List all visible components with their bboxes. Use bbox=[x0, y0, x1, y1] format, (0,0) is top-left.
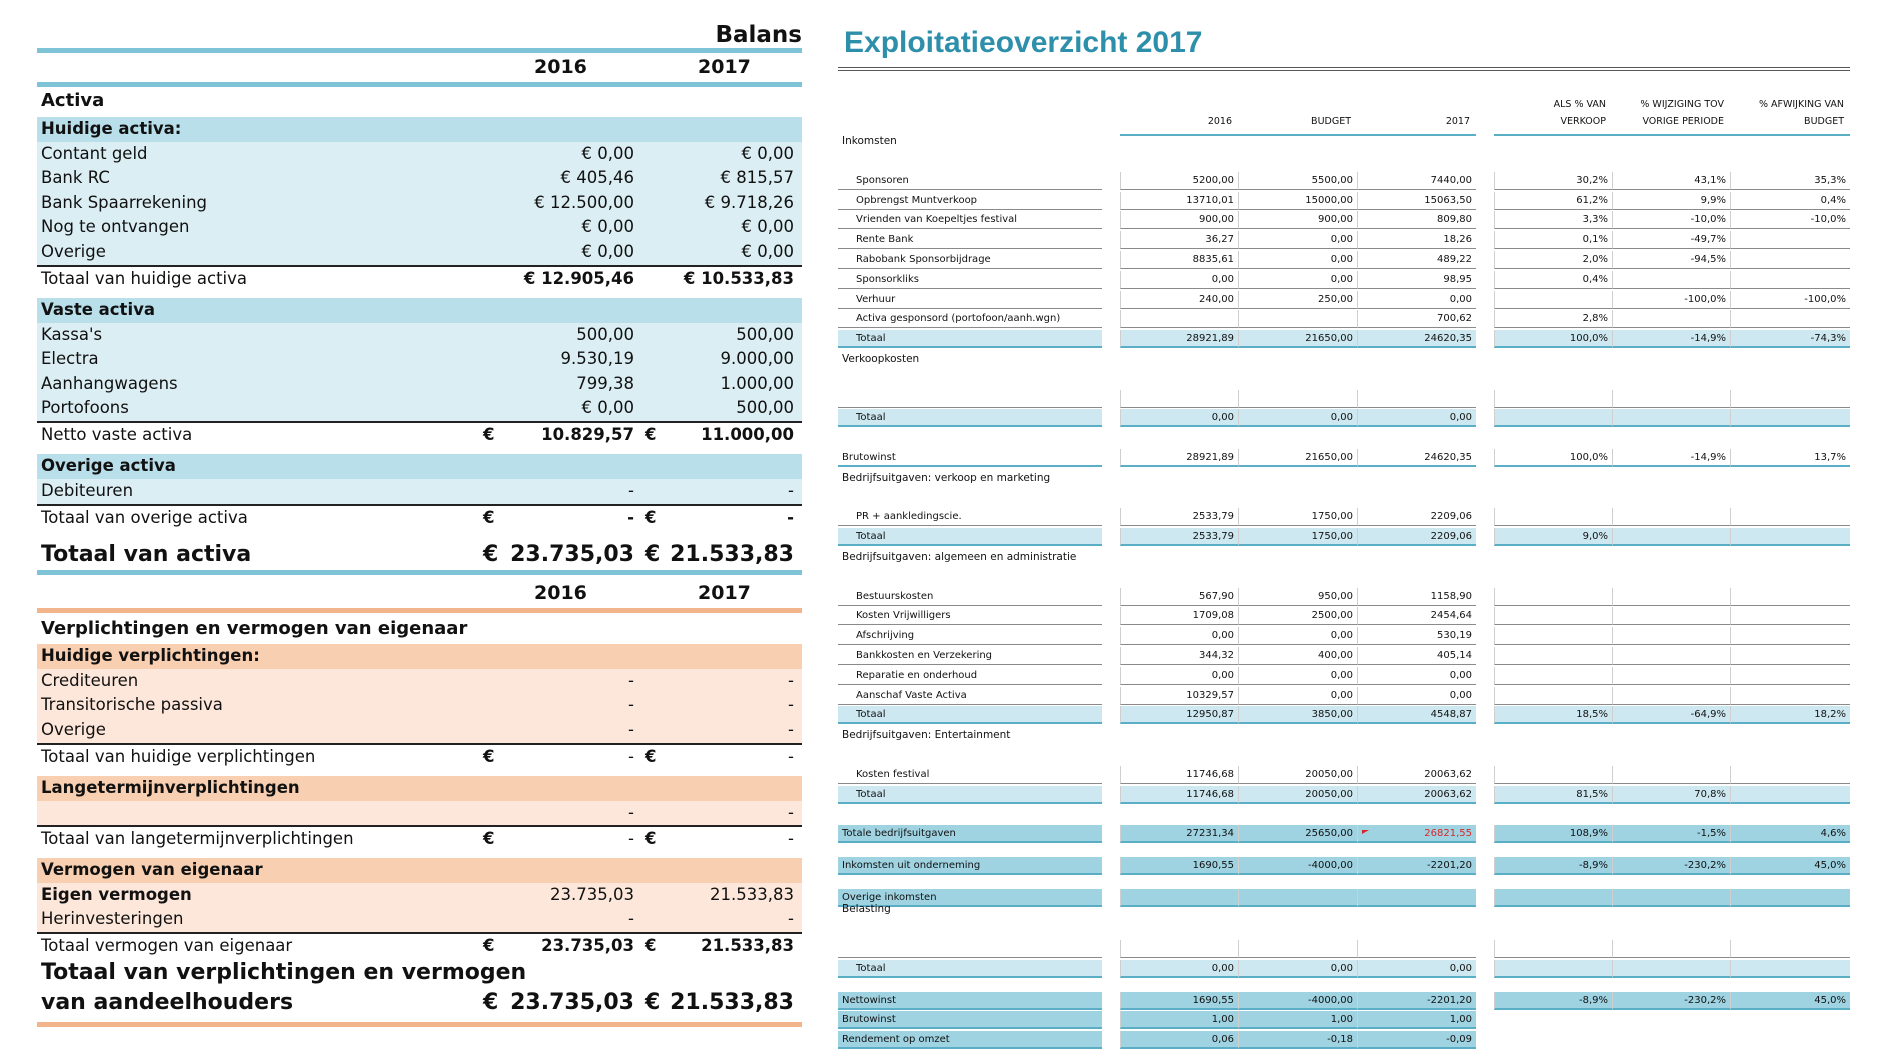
cell-value: 900,00 bbox=[1120, 211, 1238, 229]
row-label: Totaal bbox=[838, 706, 1102, 724]
cell-value: 81,5% bbox=[1494, 786, 1612, 804]
cell-value: 70,8% bbox=[1612, 786, 1730, 804]
cell-value: 27231,34 bbox=[1120, 825, 1238, 843]
cell-value: 2,8% bbox=[1494, 310, 1612, 328]
cell-value: 21650,00 bbox=[1238, 330, 1357, 348]
cell-value: 11746,68 bbox=[1120, 766, 1238, 784]
cell-value: 28921,89 bbox=[1120, 330, 1238, 348]
cell-value: 8835,61 bbox=[1120, 251, 1238, 269]
cell-value: 20063,62 bbox=[1357, 766, 1476, 784]
cell-value: 489,22 bbox=[1357, 251, 1476, 269]
cell-value bbox=[1612, 508, 1730, 526]
vaste-activa-heading: Vaste activa bbox=[37, 298, 802, 323]
row-label: Reparatie en onderhoud bbox=[838, 667, 1102, 685]
cell-value: 1158,90 bbox=[1357, 588, 1476, 606]
cell-value: -2201,20 bbox=[1357, 857, 1476, 875]
row-label: PR + aankledingscie. bbox=[838, 508, 1102, 526]
cell-value: 15063,50 bbox=[1357, 192, 1476, 210]
cell-value: 2500,00 bbox=[1238, 607, 1357, 625]
cell-value bbox=[1357, 940, 1476, 958]
cell-value: 1750,00 bbox=[1238, 508, 1357, 526]
cell-value: 15000,00 bbox=[1238, 192, 1357, 210]
cell-value: 344,32 bbox=[1120, 647, 1238, 665]
totaal-verplichtingen-row: Totaal van verplichtingen en vermogen van aandeelhouders € 23.735,03 € 21.533,83 bbox=[41, 960, 794, 1015]
table-row: Eigen vermogen 23.735,03 21.533,83 bbox=[37, 883, 802, 908]
cell-value: 567,90 bbox=[1120, 588, 1238, 606]
cell-value: 12950,87 bbox=[1120, 706, 1238, 724]
cell-value: 0,00 bbox=[1238, 627, 1357, 645]
cell-value bbox=[1730, 786, 1850, 804]
table-row: Contant geld € 0,00 € 0,00 bbox=[37, 142, 802, 167]
cell-value: -64,9% bbox=[1612, 706, 1730, 724]
cell-value bbox=[1612, 766, 1730, 784]
cell-value: 0,00 bbox=[1120, 409, 1238, 427]
cell-value: 45,0% bbox=[1730, 857, 1850, 875]
cell-value: -230,2% bbox=[1612, 857, 1730, 875]
cell-value bbox=[1730, 390, 1850, 408]
table-row: Crediteuren - - bbox=[37, 669, 802, 694]
row-label: Totaal bbox=[838, 409, 1102, 427]
cell-value bbox=[1238, 310, 1357, 328]
activa-bottom-rule bbox=[37, 570, 802, 575]
cell-value bbox=[1730, 310, 1850, 328]
cell-value: -10,0% bbox=[1612, 211, 1730, 229]
cell-value bbox=[1494, 409, 1612, 427]
cell-value: 0,00 bbox=[1120, 627, 1238, 645]
cell-value: 3850,00 bbox=[1238, 706, 1357, 724]
cell-value bbox=[1730, 1031, 1850, 1049]
cell-value: 2209,06 bbox=[1357, 528, 1476, 546]
row-label: Totaal bbox=[838, 786, 1102, 804]
table-row: Bank Spaarrekening € 12.500,00 € 9.718,26 bbox=[37, 191, 802, 216]
table-row: Electra 9.530,19 9.000,00 bbox=[37, 347, 802, 372]
cell-value: 9,9% bbox=[1612, 192, 1730, 210]
cell-value: 9,0% bbox=[1494, 528, 1612, 546]
cell-value: 21650,00 bbox=[1238, 449, 1357, 467]
cell-value: 1,00 bbox=[1357, 1011, 1476, 1029]
cell-value: 1750,00 bbox=[1238, 528, 1357, 546]
cell-value bbox=[1612, 889, 1730, 907]
cell-value bbox=[1612, 627, 1730, 645]
cell-value: 5200,00 bbox=[1120, 172, 1238, 190]
cell-value: 11746,68 bbox=[1120, 786, 1238, 804]
total-langetermijn-row: Totaal van langetermijnverplichtingen € - € - bbox=[37, 825, 802, 852]
huidige-verplichtingen-heading: Huidige verplichtingen: bbox=[37, 644, 802, 669]
cell-value: -8,9% bbox=[1494, 992, 1612, 1010]
table-row: - - bbox=[37, 801, 802, 826]
section-heading: Inkomsten bbox=[842, 135, 897, 147]
table-row: Debiteuren - - bbox=[37, 479, 802, 504]
cell-value: 28921,89 bbox=[1120, 449, 1238, 467]
table-row: Aanhangwagens 799,38 1.000,00 bbox=[37, 372, 802, 397]
cell-value: 18,5% bbox=[1494, 706, 1612, 724]
cell-value bbox=[1494, 508, 1612, 526]
cell-value bbox=[1494, 667, 1612, 685]
table-row: Transitorische passiva - - bbox=[37, 693, 802, 718]
column-header-pct-verkoop: ALS % VAN VERKOOP bbox=[1494, 86, 1612, 136]
cell-value: 24620,35 bbox=[1357, 449, 1476, 467]
cell-value bbox=[1238, 889, 1357, 907]
row-label: Opbrengst Muntverkoop bbox=[838, 192, 1102, 210]
cell-value bbox=[1730, 528, 1850, 546]
cell-value: 1,00 bbox=[1120, 1011, 1238, 1029]
row-label: Overige inkomsten bbox=[838, 889, 1102, 907]
year-2017: 2017 bbox=[698, 56, 751, 78]
cell-value: 0,00 bbox=[1120, 960, 1238, 978]
cell-value: 36,27 bbox=[1120, 231, 1238, 249]
cell-value bbox=[1494, 588, 1612, 606]
section-heading: Bedrijfsuitgaven: verkoop en marketing bbox=[842, 471, 1051, 484]
cell-value bbox=[1730, 607, 1850, 625]
cell-value: -8,9% bbox=[1494, 857, 1612, 875]
total-huidige-verplichtingen-row: Totaal van huidige verplichtingen € - € - bbox=[37, 743, 802, 770]
table-row: Overige - - bbox=[37, 718, 802, 743]
cell-value: -0,18 bbox=[1238, 1031, 1357, 1049]
cell-value: 61,2% bbox=[1494, 192, 1612, 210]
title-rule bbox=[838, 70, 1850, 71]
cell-value: 5500,00 bbox=[1238, 172, 1357, 190]
cell-value: 18,26 bbox=[1357, 231, 1476, 249]
cell-value: 0,4% bbox=[1494, 271, 1612, 289]
cell-value: -230,2% bbox=[1612, 992, 1730, 1010]
totaal-activa-row: Totaal van activa € 23.735,03 € 21.533,83 bbox=[41, 542, 794, 567]
cell-value bbox=[1730, 627, 1850, 645]
cell-value: 2,0% bbox=[1494, 251, 1612, 269]
cell-value: -100,0% bbox=[1730, 291, 1850, 309]
cell-value: 1690,55 bbox=[1120, 992, 1238, 1010]
cell-value: 0,06 bbox=[1120, 1031, 1238, 1049]
cell-value bbox=[1238, 390, 1357, 408]
cell-value: 2533,79 bbox=[1120, 508, 1238, 526]
cell-value: 2209,06 bbox=[1357, 508, 1476, 526]
cell-value: 18,2% bbox=[1730, 706, 1850, 724]
cell-value: 20063,62 bbox=[1357, 786, 1476, 804]
row-label: Rente Bank bbox=[838, 231, 1102, 249]
cell-value: 405,14 bbox=[1357, 647, 1476, 665]
row-label: Kosten festival bbox=[838, 766, 1102, 784]
cell-value: 13710,01 bbox=[1120, 192, 1238, 210]
cell-value bbox=[1730, 508, 1850, 526]
cell-value: -1,5% bbox=[1612, 825, 1730, 843]
cell-value: 100,0% bbox=[1494, 330, 1612, 348]
section-heading: Bedrijfsuitgaven: algemeen en administratie bbox=[842, 550, 1077, 563]
column-header-2016: 2016 bbox=[1120, 86, 1238, 136]
cell-value: -14,9% bbox=[1612, 449, 1730, 467]
cell-value bbox=[1612, 687, 1730, 705]
cell-value: -49,7% bbox=[1612, 231, 1730, 249]
cell-value: 0,00 bbox=[1357, 291, 1476, 309]
cell-value bbox=[1120, 390, 1238, 408]
cell-value bbox=[1612, 271, 1730, 289]
column-header-2017: 2017 bbox=[1357, 86, 1476, 136]
cell-value: 950,00 bbox=[1238, 588, 1357, 606]
cell-value bbox=[1730, 1011, 1850, 1029]
column-header-pct-wijziging: % WIJZIGING TOV VORIGE PERIODE bbox=[1612, 86, 1730, 136]
cell-value bbox=[1730, 647, 1850, 665]
cell-value bbox=[1494, 1031, 1612, 1049]
cell-value bbox=[1357, 889, 1476, 907]
total-overige-activa-row: Totaal van overige activa € - € - bbox=[37, 504, 802, 531]
cell-value: -4000,00 bbox=[1238, 992, 1357, 1010]
cell-value: 0,00 bbox=[1238, 960, 1357, 978]
row-label: Activa gesponsord (portofoon/aanh.wgn) bbox=[838, 310, 1102, 328]
cell-value: 1,00 bbox=[1238, 1011, 1357, 1029]
cell-value bbox=[1494, 647, 1612, 665]
cell-value: 0,00 bbox=[1120, 271, 1238, 289]
cell-value: 0,00 bbox=[1238, 667, 1357, 685]
section-heading: Belasting bbox=[842, 903, 891, 916]
column-header-pct-afwijking: % AFWIJKING VAN BUDGET bbox=[1730, 86, 1850, 136]
cell-value bbox=[1494, 889, 1612, 907]
netto-vaste-activa-row: Netto vaste activa € 10.829,57 € 11.000,00 bbox=[37, 421, 802, 448]
row-label bbox=[838, 940, 1102, 958]
cell-value: 26821,55 bbox=[1357, 825, 1476, 843]
title-rule bbox=[838, 67, 1850, 68]
cell-value bbox=[1494, 390, 1612, 408]
cell-value: 25650,00 bbox=[1238, 825, 1357, 843]
cell-value: 0,00 bbox=[1238, 251, 1357, 269]
cell-value: -4000,00 bbox=[1238, 857, 1357, 875]
cell-value bbox=[1730, 588, 1850, 606]
cell-value bbox=[1730, 667, 1850, 685]
cell-value bbox=[1612, 528, 1730, 546]
year-2016: 2016 bbox=[534, 56, 587, 78]
table-row: Nog te ontvangen € 0,00 € 0,00 bbox=[37, 215, 802, 240]
cell-value bbox=[1612, 1011, 1730, 1029]
row-label: Brutowinst bbox=[838, 1011, 1102, 1029]
cell-value bbox=[1730, 889, 1850, 907]
cell-value bbox=[1120, 889, 1238, 907]
cell-value: 700,62 bbox=[1357, 310, 1476, 328]
cell-value bbox=[1730, 231, 1850, 249]
cell-value bbox=[1730, 271, 1850, 289]
row-label bbox=[838, 390, 1102, 408]
table-row: Bank RC € 405,46 € 815,57 bbox=[37, 166, 802, 191]
row-label: Brutowinst bbox=[838, 449, 1102, 467]
cell-value bbox=[1730, 960, 1850, 978]
cell-value: 0,00 bbox=[1357, 687, 1476, 705]
cell-value: 0,00 bbox=[1120, 667, 1238, 685]
row-label: Sponsorkliks bbox=[838, 271, 1102, 289]
cell-value: -0,09 bbox=[1357, 1031, 1476, 1049]
cell-value: 0,00 bbox=[1357, 409, 1476, 427]
cell-value: 45,0% bbox=[1730, 992, 1850, 1010]
flag-icon bbox=[1362, 830, 1369, 834]
cell-value: 0,00 bbox=[1238, 687, 1357, 705]
cell-value bbox=[1730, 409, 1850, 427]
cell-value bbox=[1120, 940, 1238, 958]
cell-value: 240,00 bbox=[1120, 291, 1238, 309]
cell-value: 0,00 bbox=[1357, 960, 1476, 978]
column-header-budget: BUDGET bbox=[1238, 86, 1357, 136]
exploitatie-panel bbox=[838, 0, 1853, 1061]
cell-value: 0,4% bbox=[1730, 192, 1850, 210]
cell-value: 809,80 bbox=[1357, 211, 1476, 229]
cell-value bbox=[1494, 766, 1612, 784]
cell-value: 20050,00 bbox=[1238, 766, 1357, 784]
cell-value bbox=[1730, 687, 1850, 705]
cell-value: -100,0% bbox=[1612, 291, 1730, 309]
row-label: Aanschaf Vaste Activa bbox=[838, 687, 1102, 705]
total-huidige-activa-row: Totaal van huidige activa € 12.905,46 € 10.533,83 bbox=[37, 265, 802, 292]
cell-value bbox=[1494, 607, 1612, 625]
cell-value bbox=[1612, 940, 1730, 958]
cell-value bbox=[1238, 940, 1357, 958]
table-row: Overige € 0,00 € 0,00 bbox=[37, 240, 802, 265]
cell-value: 100,0% bbox=[1494, 449, 1612, 467]
row-label: Rendement op omzet bbox=[838, 1031, 1102, 1049]
row-label: Totaal bbox=[838, 528, 1102, 546]
table-row: Herinvesteringen - - bbox=[37, 907, 802, 932]
cell-value bbox=[1612, 409, 1730, 427]
cell-value bbox=[1612, 667, 1730, 685]
cell-value: 0,00 bbox=[1238, 231, 1357, 249]
cell-value bbox=[1494, 291, 1612, 309]
row-label: Totaal bbox=[838, 960, 1102, 978]
cell-value: 7440,00 bbox=[1357, 172, 1476, 190]
cell-value bbox=[1494, 627, 1612, 645]
cell-value: 2454,64 bbox=[1357, 607, 1476, 625]
cell-value: 4,6% bbox=[1730, 825, 1850, 843]
cell-value: 43,1% bbox=[1612, 172, 1730, 190]
vermogen-heading: Vermogen van eigenaar bbox=[37, 858, 802, 883]
exploitatie-title: Exploitatieoverzicht 2017 bbox=[844, 26, 1203, 59]
cell-value: 24620,35 bbox=[1357, 330, 1476, 348]
cell-value: -94,5% bbox=[1612, 251, 1730, 269]
row-label: Verhuur bbox=[838, 291, 1102, 309]
cell-value: -74,3% bbox=[1730, 330, 1850, 348]
cell-value bbox=[1494, 960, 1612, 978]
cell-value: 20050,00 bbox=[1238, 786, 1357, 804]
cell-value bbox=[1120, 310, 1238, 328]
table-row: Kassa's 500,00 500,00 bbox=[37, 323, 802, 348]
cell-value: -10,0% bbox=[1730, 211, 1850, 229]
overige-activa-heading: Overige activa bbox=[37, 454, 802, 479]
verplichtingen-heading: Verplichtingen en vermogen van eigenaar bbox=[41, 618, 468, 639]
row-label: Totale bedrijfsuitgaven bbox=[838, 825, 1102, 843]
cell-value: 0,00 bbox=[1238, 409, 1357, 427]
cell-value: 3,3% bbox=[1494, 211, 1612, 229]
activa-heading: Activa bbox=[41, 90, 105, 111]
row-label: Sponsoren bbox=[838, 172, 1102, 190]
table-row: Portofoons € 0,00 500,00 bbox=[37, 396, 802, 421]
cell-value: 250,00 bbox=[1238, 291, 1357, 309]
cell-value: 900,00 bbox=[1238, 211, 1357, 229]
cell-value bbox=[1730, 251, 1850, 269]
cell-value bbox=[1612, 310, 1730, 328]
cell-value bbox=[1494, 687, 1612, 705]
cell-value: 10329,57 bbox=[1120, 687, 1238, 705]
cell-value bbox=[1730, 940, 1850, 958]
cell-value: 0,00 bbox=[1238, 271, 1357, 289]
cell-value: 35,3% bbox=[1730, 172, 1850, 190]
activa-year-header bbox=[37, 52, 802, 87]
cell-value: 400,00 bbox=[1238, 647, 1357, 665]
langetermijn-heading: Langetermijnverplichtingen bbox=[37, 776, 802, 801]
row-label: Totaal bbox=[838, 330, 1102, 348]
row-label: Rabobank Sponsorbijdrage bbox=[838, 251, 1102, 269]
cell-value: 98,95 bbox=[1357, 271, 1476, 289]
balans-title: Balans bbox=[715, 22, 802, 48]
total-vermogen-row: Totaal vermogen van eigenaar € 23.735,03 € 21.533,83 bbox=[37, 932, 802, 959]
cell-value: 4548,87 bbox=[1357, 706, 1476, 724]
cell-value bbox=[1612, 1031, 1730, 1049]
cell-value: 13,7% bbox=[1730, 449, 1850, 467]
verplichtingen-year-header: 2016 2017 bbox=[37, 578, 802, 613]
section-heading: Verkoopkosten bbox=[842, 352, 920, 365]
cell-value: 108,9% bbox=[1494, 825, 1612, 843]
cell-value: 530,19 bbox=[1357, 627, 1476, 645]
cell-value bbox=[1357, 390, 1476, 408]
row-label: Kosten Vrijwilligers bbox=[838, 607, 1102, 625]
cell-value: -2201,20 bbox=[1357, 992, 1476, 1010]
cell-value bbox=[1494, 940, 1612, 958]
cell-value: 0,00 bbox=[1357, 667, 1476, 685]
row-label: Vrienden van Koepeltjes festival bbox=[838, 211, 1102, 229]
cell-value bbox=[1612, 607, 1730, 625]
cell-value bbox=[1612, 960, 1730, 978]
balans-panel bbox=[37, 0, 802, 1061]
row-label: Nettowinst bbox=[838, 992, 1102, 1010]
cell-value: 0,1% bbox=[1494, 231, 1612, 249]
row-label: Bankkosten en Verzekering bbox=[838, 647, 1102, 665]
verplichtingen-bottom-rule bbox=[37, 1022, 802, 1027]
row-label: Bestuurskosten bbox=[838, 588, 1102, 606]
cell-value bbox=[1612, 588, 1730, 606]
section-heading: Bedrijfsuitgaven: Entertainment bbox=[842, 729, 1011, 741]
cell-value: 2533,79 bbox=[1120, 528, 1238, 546]
row-label: Inkomsten uit onderneming bbox=[838, 857, 1102, 875]
cell-value bbox=[1494, 1011, 1612, 1029]
cell-value bbox=[1730, 766, 1850, 784]
row-label: Afschrijving bbox=[838, 627, 1102, 645]
cell-value: 1709,08 bbox=[1120, 607, 1238, 625]
cell-value bbox=[1612, 647, 1730, 665]
cell-value: 30,2% bbox=[1494, 172, 1612, 190]
huidige-activa-heading: Huidige activa: bbox=[37, 117, 802, 142]
cell-value: -14,9% bbox=[1612, 330, 1730, 348]
cell-value: 1690,55 bbox=[1120, 857, 1238, 875]
cell-value bbox=[1612, 390, 1730, 408]
